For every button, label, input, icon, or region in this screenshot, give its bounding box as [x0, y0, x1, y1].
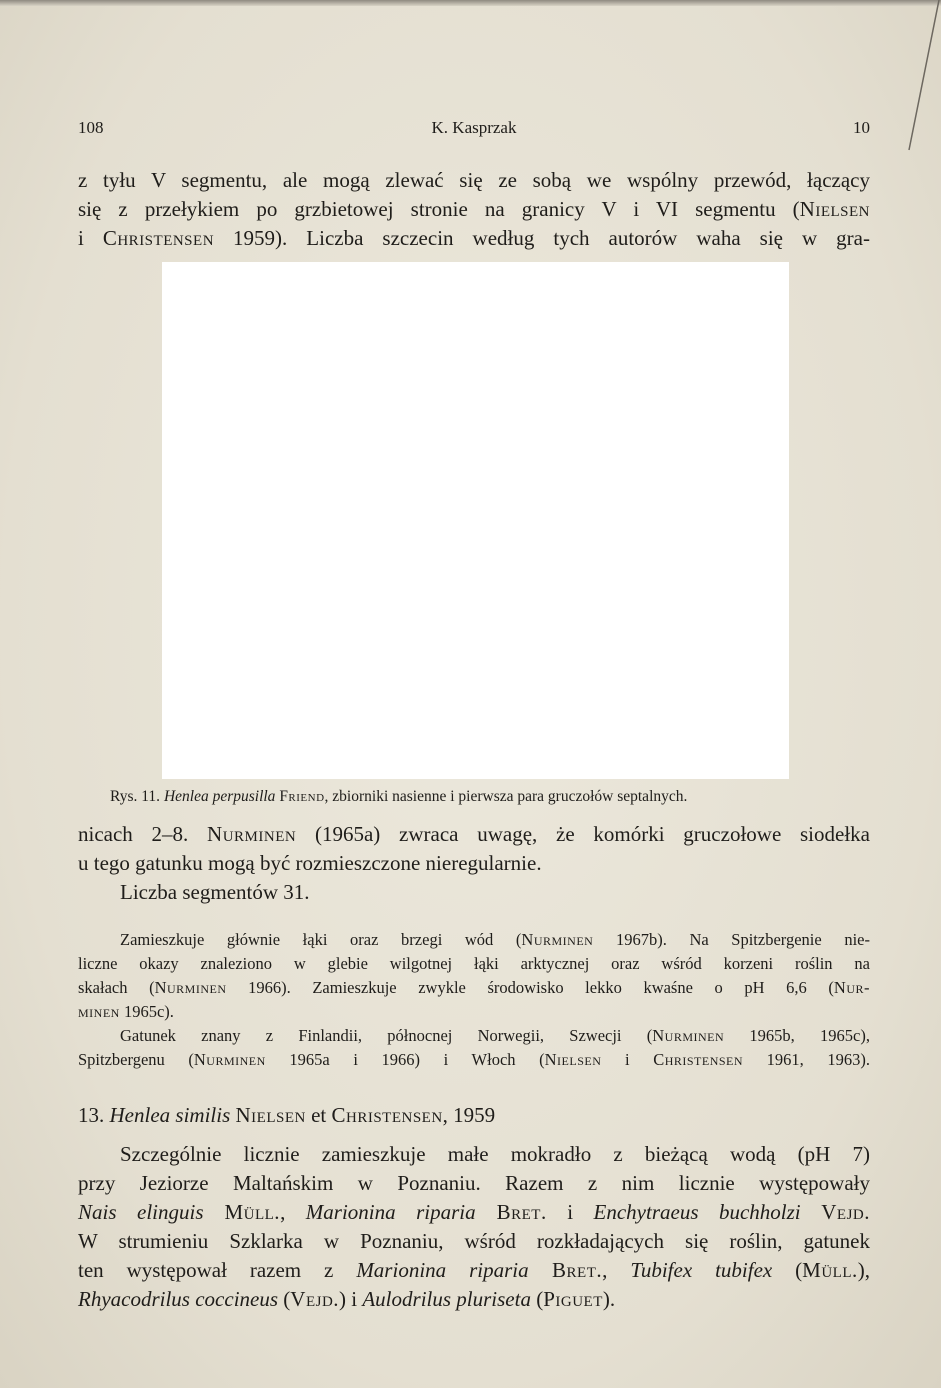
text-line: Zamieszkuje głównie łąki oraz brzegi wód (Nurminen 1967b). Na Spitzbergenie nie- [120, 930, 870, 949]
text-line: przy Jeziorze Maltańskim w Poznaniu. Razem z nim licznie występowały [78, 1171, 870, 1195]
text-line: minen 1965c). [78, 1002, 174, 1021]
page-top-edge [0, 0, 941, 6]
page-number: 108 [78, 118, 104, 137]
page-fold-line [881, 0, 941, 160]
distribution-paragraph [78, 1024, 870, 1072]
text-line: W strumieniu Szklarka w Poznaniu, wśród rozkładających się roślin, gatunek [78, 1229, 870, 1253]
text-line: z tyłu V segmentu, ale mogą zlewać się ze sobą we wspólny przewód, łączący [78, 168, 870, 192]
text-line: Spitzbergenu (Nurminen 1965a i 1966) i Włoch (Nielsen i Christensen 1961, 1963). [78, 1050, 870, 1069]
text-line: się z przełykiem po grzbietowej stronie na granicy V i VI segmentu (Nielsen [78, 197, 870, 221]
text-line: skałach (Nurminen 1966). Zamieszkuje zwykle środowisko lekko kwaśne o pH 6,6 (Nur- [78, 978, 870, 997]
text-line: Szczególnie licznie zamieszkuje małe mokradło z bieżącą wodą (pH 7) [120, 1142, 870, 1166]
text-line: i Christensen 1959). Liczba szczecin według tych autorów waha się w gra- [78, 226, 870, 250]
text-line: Rhyacodrilus coccineus (Vejd.) i Aulodrilus pluriseta (Piguet). [78, 1287, 616, 1311]
text-line: Nais elinguis Müll., Marionina riparia Bret. i Enchytraeus buchholzi Vejd. [78, 1200, 870, 1224]
text-line: nicach 2–8. Nurminen (1965a) zwraca uwagę, że komórki gruczołowe siodełka [78, 822, 870, 846]
after-figure-paragraph [78, 820, 870, 907]
intro-paragraph [78, 166, 870, 253]
text-line: u tego gatunku mogą być rozmieszczone nieregularnie. [78, 851, 542, 875]
running-head-author: K. Kasprzak [431, 118, 517, 137]
text-line: liczne okazy znaleziono w glebie wilgotnej łąki arktycznej oraz wśród korzeni roślin na [78, 954, 870, 973]
habitat-paragraph [78, 928, 870, 1024]
section-paragraph [78, 1140, 870, 1314]
section-heading: 13. Henlea similis Nielsen et Christensen, 1959 [78, 1103, 496, 1127]
text-line: ten występował razem z Marionina riparia Bret., Tubifex tubifex (Müll.), [78, 1258, 871, 1282]
text-line: Liczba segmentów 31. [120, 880, 310, 904]
figure-caption: Rys. 11. Henlea perpusilla Friend, zbiorniki nasienne i pierwsza para gruczołów septalnych. [110, 788, 688, 805]
page-number-right: 10 [853, 118, 870, 137]
running-head [78, 118, 870, 142]
text-line: Gatunek znany z Finlandii, północnej Norwegii, Szwecji (Nurminen 1965b, 1965c), [120, 1026, 870, 1045]
figure-image [162, 262, 789, 779]
